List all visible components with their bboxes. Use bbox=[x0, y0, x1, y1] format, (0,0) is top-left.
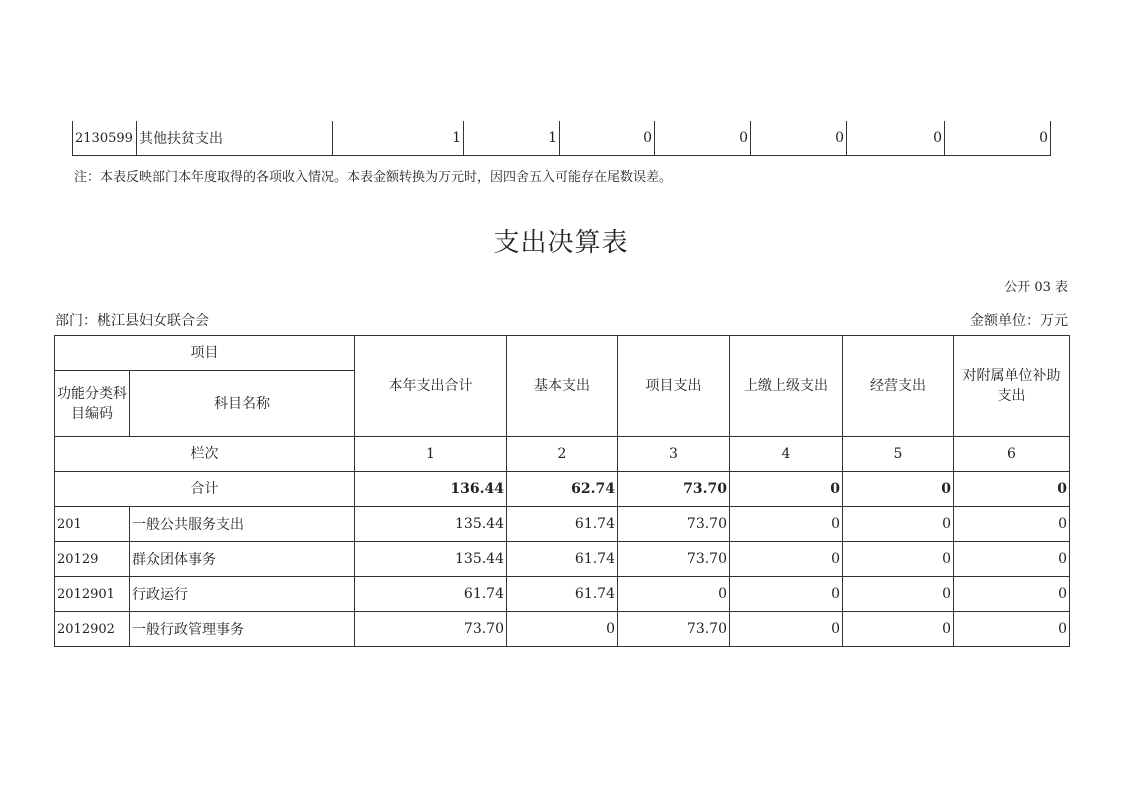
header-column: 对附属单位补助支出 bbox=[954, 336, 1070, 437]
table-row bbox=[55, 542, 1070, 577]
row-code: 2012901 bbox=[55, 577, 130, 612]
row-value: 0 bbox=[730, 612, 843, 647]
row-value: 61.74 bbox=[507, 542, 618, 577]
row-value: 0 bbox=[954, 612, 1070, 647]
row-name: 其他扶贫支出 bbox=[137, 121, 333, 156]
total-value: 73.70 bbox=[618, 472, 730, 507]
unit-label: 金额单位：万元 bbox=[970, 313, 1068, 329]
department-label: 部门：桃江县妇女联合会 bbox=[55, 313, 209, 329]
row-value: 0 bbox=[730, 507, 843, 542]
row-value: 0 bbox=[954, 577, 1070, 612]
row-code: 20129 bbox=[55, 542, 130, 577]
row-value: 0 bbox=[843, 542, 954, 577]
expenditure-table bbox=[54, 335, 1070, 647]
total-value: 136.44 bbox=[355, 472, 507, 507]
table-row bbox=[55, 507, 1070, 542]
row-value: 0 bbox=[507, 612, 618, 647]
row-value: 0 bbox=[560, 121, 655, 156]
row-value: 0 bbox=[945, 121, 1051, 156]
total-value: 0 bbox=[843, 472, 954, 507]
row-value: 135.44 bbox=[355, 542, 507, 577]
row-value: 1 bbox=[333, 121, 464, 156]
row-name: 一般公共服务支出 bbox=[130, 507, 355, 542]
total-value: 62.74 bbox=[507, 472, 618, 507]
column-index-row bbox=[55, 437, 1070, 472]
col-number: 1 bbox=[355, 437, 507, 472]
form-number: 公开 03 表 bbox=[1004, 280, 1068, 295]
table-row bbox=[73, 121, 1051, 156]
col-number: 4 bbox=[730, 437, 843, 472]
row-value: 0 bbox=[954, 542, 1070, 577]
total-value: 0 bbox=[954, 472, 1070, 507]
row-value: 0 bbox=[843, 612, 954, 647]
row-value: 0 bbox=[730, 542, 843, 577]
header-column: 基本支出 bbox=[507, 336, 618, 437]
row-value: 0 bbox=[843, 507, 954, 542]
row-value: 0 bbox=[954, 507, 1070, 542]
row-value: 1 bbox=[464, 121, 560, 156]
row-value: 73.70 bbox=[355, 612, 507, 647]
previous-table-fragment bbox=[72, 121, 1051, 156]
row-code: 2012902 bbox=[55, 612, 130, 647]
row-value: 73.70 bbox=[618, 612, 730, 647]
header-item: 项目 bbox=[55, 336, 355, 371]
row-name: 一般行政管理事务 bbox=[130, 612, 355, 647]
total-value: 0 bbox=[730, 472, 843, 507]
row-value: 61.74 bbox=[507, 507, 618, 542]
row-code: 201 bbox=[55, 507, 130, 542]
row-value: 61.74 bbox=[355, 577, 507, 612]
row-name: 群众团体事务 bbox=[130, 542, 355, 577]
row-value: 0 bbox=[843, 577, 954, 612]
row-value: 73.70 bbox=[618, 507, 730, 542]
table-row bbox=[55, 577, 1070, 612]
col-number: 5 bbox=[843, 437, 954, 472]
row-value: 0 bbox=[730, 577, 843, 612]
header-row bbox=[55, 336, 1070, 371]
header-column: 项目支出 bbox=[618, 336, 730, 437]
page-title: 支出决算表 bbox=[493, 228, 629, 258]
header-column: 本年支出合计 bbox=[355, 336, 507, 437]
row-value: 0 bbox=[655, 121, 751, 156]
header-column: 上缴上级支出 bbox=[730, 336, 843, 437]
row-value: 73.70 bbox=[618, 542, 730, 577]
header-column: 经营支出 bbox=[843, 336, 954, 437]
total-row bbox=[55, 472, 1070, 507]
col-number: 6 bbox=[954, 437, 1070, 472]
row-value: 61.74 bbox=[507, 577, 618, 612]
row-name: 行政运行 bbox=[130, 577, 355, 612]
row-value: 0 bbox=[751, 121, 847, 156]
row-value: 135.44 bbox=[355, 507, 507, 542]
col-index-label: 栏次 bbox=[55, 437, 355, 472]
col-number: 2 bbox=[507, 437, 618, 472]
header-code: 功能分类科目编码 bbox=[55, 371, 130, 437]
row-value: 0 bbox=[847, 121, 945, 156]
header-name: 科目名称 bbox=[130, 371, 355, 437]
col-number: 3 bbox=[618, 437, 730, 472]
table-row bbox=[55, 612, 1070, 647]
row-code: 2130599 bbox=[73, 121, 137, 156]
table-note: 注：本表反映部门本年度取得的各项收入情况。本表金额转换为万元时，因四舍五入可能存在尾数误差。 bbox=[74, 170, 673, 185]
total-label: 合计 bbox=[55, 472, 355, 507]
row-value: 0 bbox=[618, 577, 730, 612]
